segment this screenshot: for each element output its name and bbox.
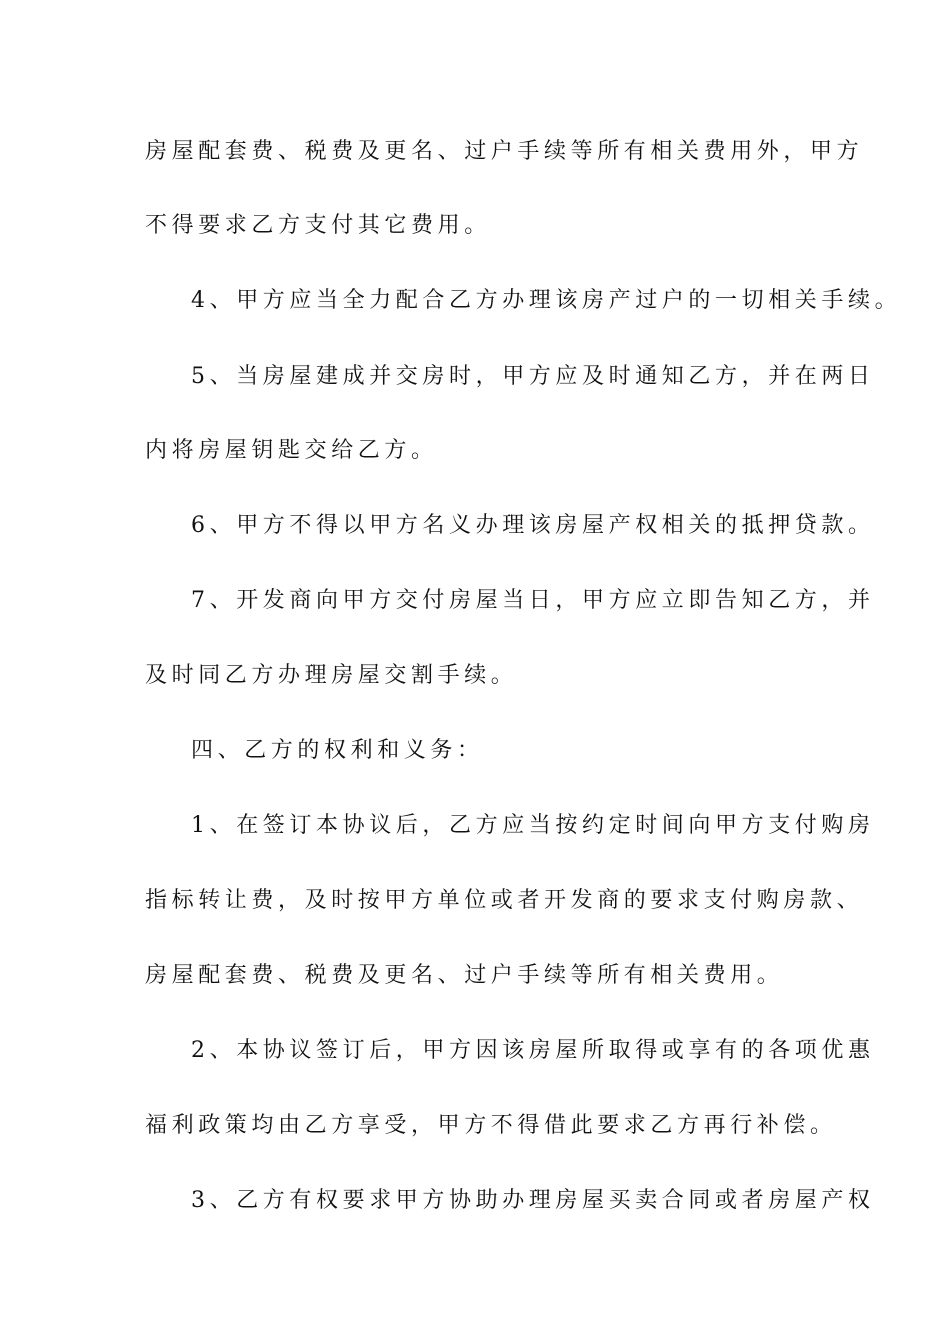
paragraph-item-5: 5、当房屋建成并交房时，甲方应及时通知乙方，并在两日 <box>191 364 875 389</box>
text-line: 不得要求乙方支付其它费用。 <box>145 213 491 238</box>
paragraph-item-1: 1、在签订本协议后，乙方应当按约定时间向甲方支付购房 <box>191 813 875 838</box>
paragraph-item-4: 4、甲方应当全力配合乙方办理该房产过户的一切相关手续。 <box>191 288 902 313</box>
text-line: 福利政策均由乙方享受，甲方不得借此要求乙方再行补偿。 <box>145 1113 837 1138</box>
text-line: 房屋配套费、税费及更名、过户手续等所有相关费用外，甲方 <box>145 139 864 164</box>
paragraph-item-6: 6、甲方不得以甲方名义办理该房屋产权相关的抵押贷款。 <box>191 513 875 538</box>
section-heading: 四、乙方的权利和义务： <box>191 738 484 763</box>
text-line: 及时同乙方办理房屋交割手续。 <box>145 663 518 688</box>
paragraph-item-7: 7、开发商向甲方交付房屋当日，甲方应立即告知乙方，并 <box>191 588 875 613</box>
text-line: 指标转让费，及时按甲方单位或者开发商的要求支付购房款、 <box>145 888 864 913</box>
text-line: 房屋配套费、税费及更名、过户手续等所有相关费用。 <box>145 963 784 988</box>
paragraph-item-3: 3、乙方有权要求甲方协助办理房屋买卖合同或者房屋产权 <box>191 1188 875 1213</box>
paragraph-item-2: 2、本协议签订后，甲方因该房屋所取得或享有的各项优惠 <box>191 1038 875 1063</box>
text-line: 内将房屋钥匙交给乙方。 <box>145 438 438 463</box>
